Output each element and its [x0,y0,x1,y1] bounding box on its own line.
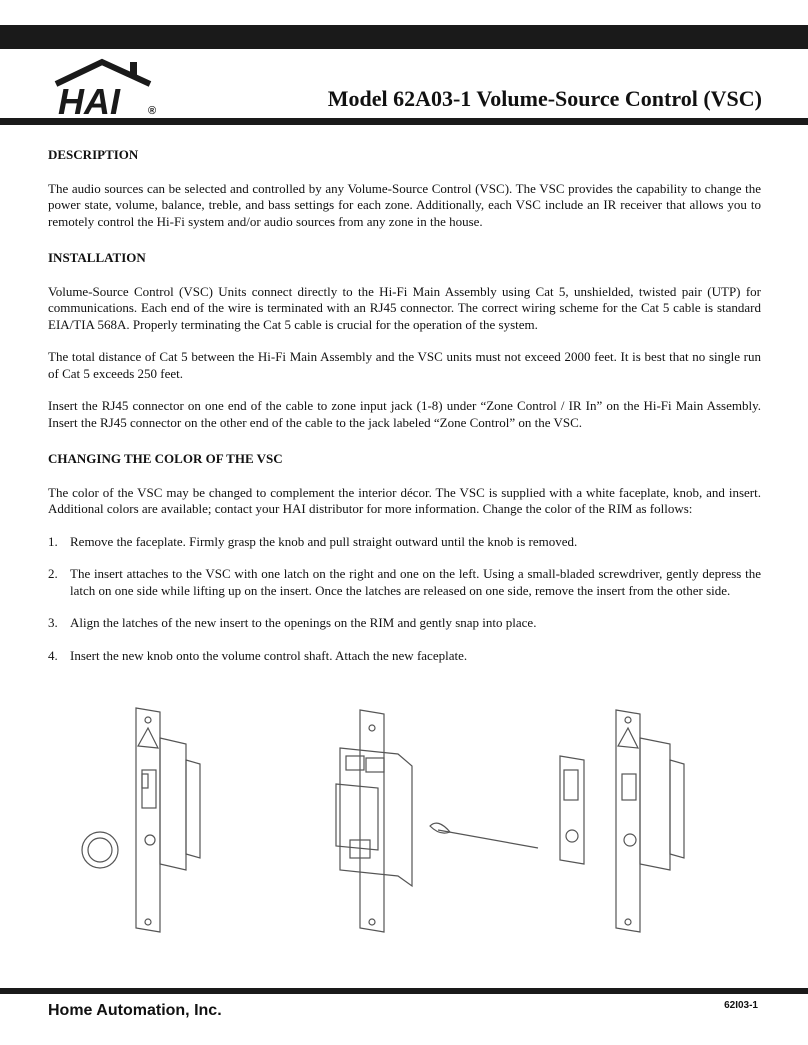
vsc-body [640,738,670,870]
description-paragraph: The audio sources can be selected and controlled by any Volume-Source Control (VSC). The VSC provides the capability to change the power state, volume, balance, treble, and bass settings for each zone. Additionally, each VSC include an IR receiver that allows you to remotely control the Hi-Fi system and/or audio sources from any zone in the house. [48,180,761,229]
description-section [48,147,761,230]
color-section [48,451,761,664]
step-number: 4. [48,647,58,663]
document-body [48,147,761,684]
logo-chimney [130,62,137,76]
document-title: Model 62A03-1 Volume-Source Control (VSC) [327,86,762,111]
mounting-bracket [186,760,200,858]
vsc-body [160,738,186,870]
color-paragraph: The color of the VSC may be changed to complement the interior décor. The VSC is supplied with a white faceplate, knob, and insert. Additional colors are available; contact your HAI distributor for more information. Change the color of the RIM as follows: [48,484,761,516]
ir-window [142,770,156,808]
insert-window [564,770,578,800]
step-item [48,648,761,665]
company-name: Home Automation, Inc. [48,1002,222,1019]
installation-paragraph-1: Volume-Source Control (VSC) Units connect directly to the Hi-Fi Main Assembly using Cat 5, unshielded, twisted pair (UTP) for communications. Each end of the wire is terminated with an RJ45 connector. The correct wiring scheme for the Cat 5 cable is standard EIA/TIA 568A. Properly terminating the Cat 5 cable is crucial for the operation of the system. [48,283,761,332]
vsc-with-new-insert-drawing [560,710,684,932]
buttons-icon [142,774,148,788]
screw-icon [625,919,631,925]
color-steps-list [48,534,761,665]
mounting-bracket [670,760,684,858]
terminal-block-icon [346,756,364,770]
installation-paragraph-2: The total distance of Cat 5 between the Hi-Fi Main Assembly and the VSC units must not exceed 2000 feet. It is best that no single run of Cat 5 exceeds 250 feet. [48,349,761,381]
step-item [48,615,761,632]
color-heading: CHANGING THE COLOR OF THE VSC [48,451,283,466]
screw-icon [145,919,151,925]
triangle-warning-icon [618,728,638,748]
header-rule [0,118,808,125]
description-heading: DESCRIPTION [48,147,139,162]
step-number: 2. [48,566,58,581]
screw-icon [145,717,151,723]
screwdriver-icon [438,830,538,848]
registered-mark: ® [148,105,157,117]
footer-rule [0,988,808,994]
logo-text: HAI [58,81,120,118]
screw-icon [369,725,375,731]
step-item [48,534,761,551]
insert-hole-icon [566,830,578,842]
installation-paragraph-3: Insert the RJ45 connector on one end of the cable to zone input jack (1-8) under “Zone Control / IR In” on the Hi-Fi Main Assembly. Insert the RJ45 connector on the other end of the cable to the jack labeled “Zone Control” on the VSC. [48,398,761,430]
triangle-warning-icon [138,728,158,748]
shaft-icon [145,835,155,845]
shaft-icon [624,834,636,846]
hai-logo [50,56,165,118]
step-text: Remove the faceplate. Firmly grasp the knob and pull straight outward until the knob is removed. [70,533,578,549]
installation-heading: INSTALLATION [48,250,146,265]
buttons-icon [622,774,636,800]
vsc-with-screwdriver-drawing [336,710,538,932]
faceplate-outline [136,708,160,932]
step-text: Align the latches of the new insert to the openings on the RIM and gently snap into place. [70,615,537,630]
step-text: The insert attaches to the VSC with one latch on the right and one on the left. Using a small-bladed screwdriver, gently depress the latch on one side while lifting up on the insert. Once the latches are released on one side, remove the insert from the other side. [70,566,761,598]
step-item [48,566,761,599]
step-text: Insert the new knob onto the volume control shaft. Attach the new faceplate. [70,647,468,663]
vsc-with-knob-drawing [82,708,200,932]
step-number: 3. [48,615,58,630]
faceplate-outline [360,710,384,932]
screw-icon [369,919,375,925]
document-code: 62I03-1 [724,1000,758,1011]
installation-section [48,250,761,431]
step-number: 1. [48,533,58,549]
vsc-body [340,748,412,886]
vsc-illustrations [78,700,768,940]
top-bar [0,25,808,49]
screw-icon [625,717,631,723]
